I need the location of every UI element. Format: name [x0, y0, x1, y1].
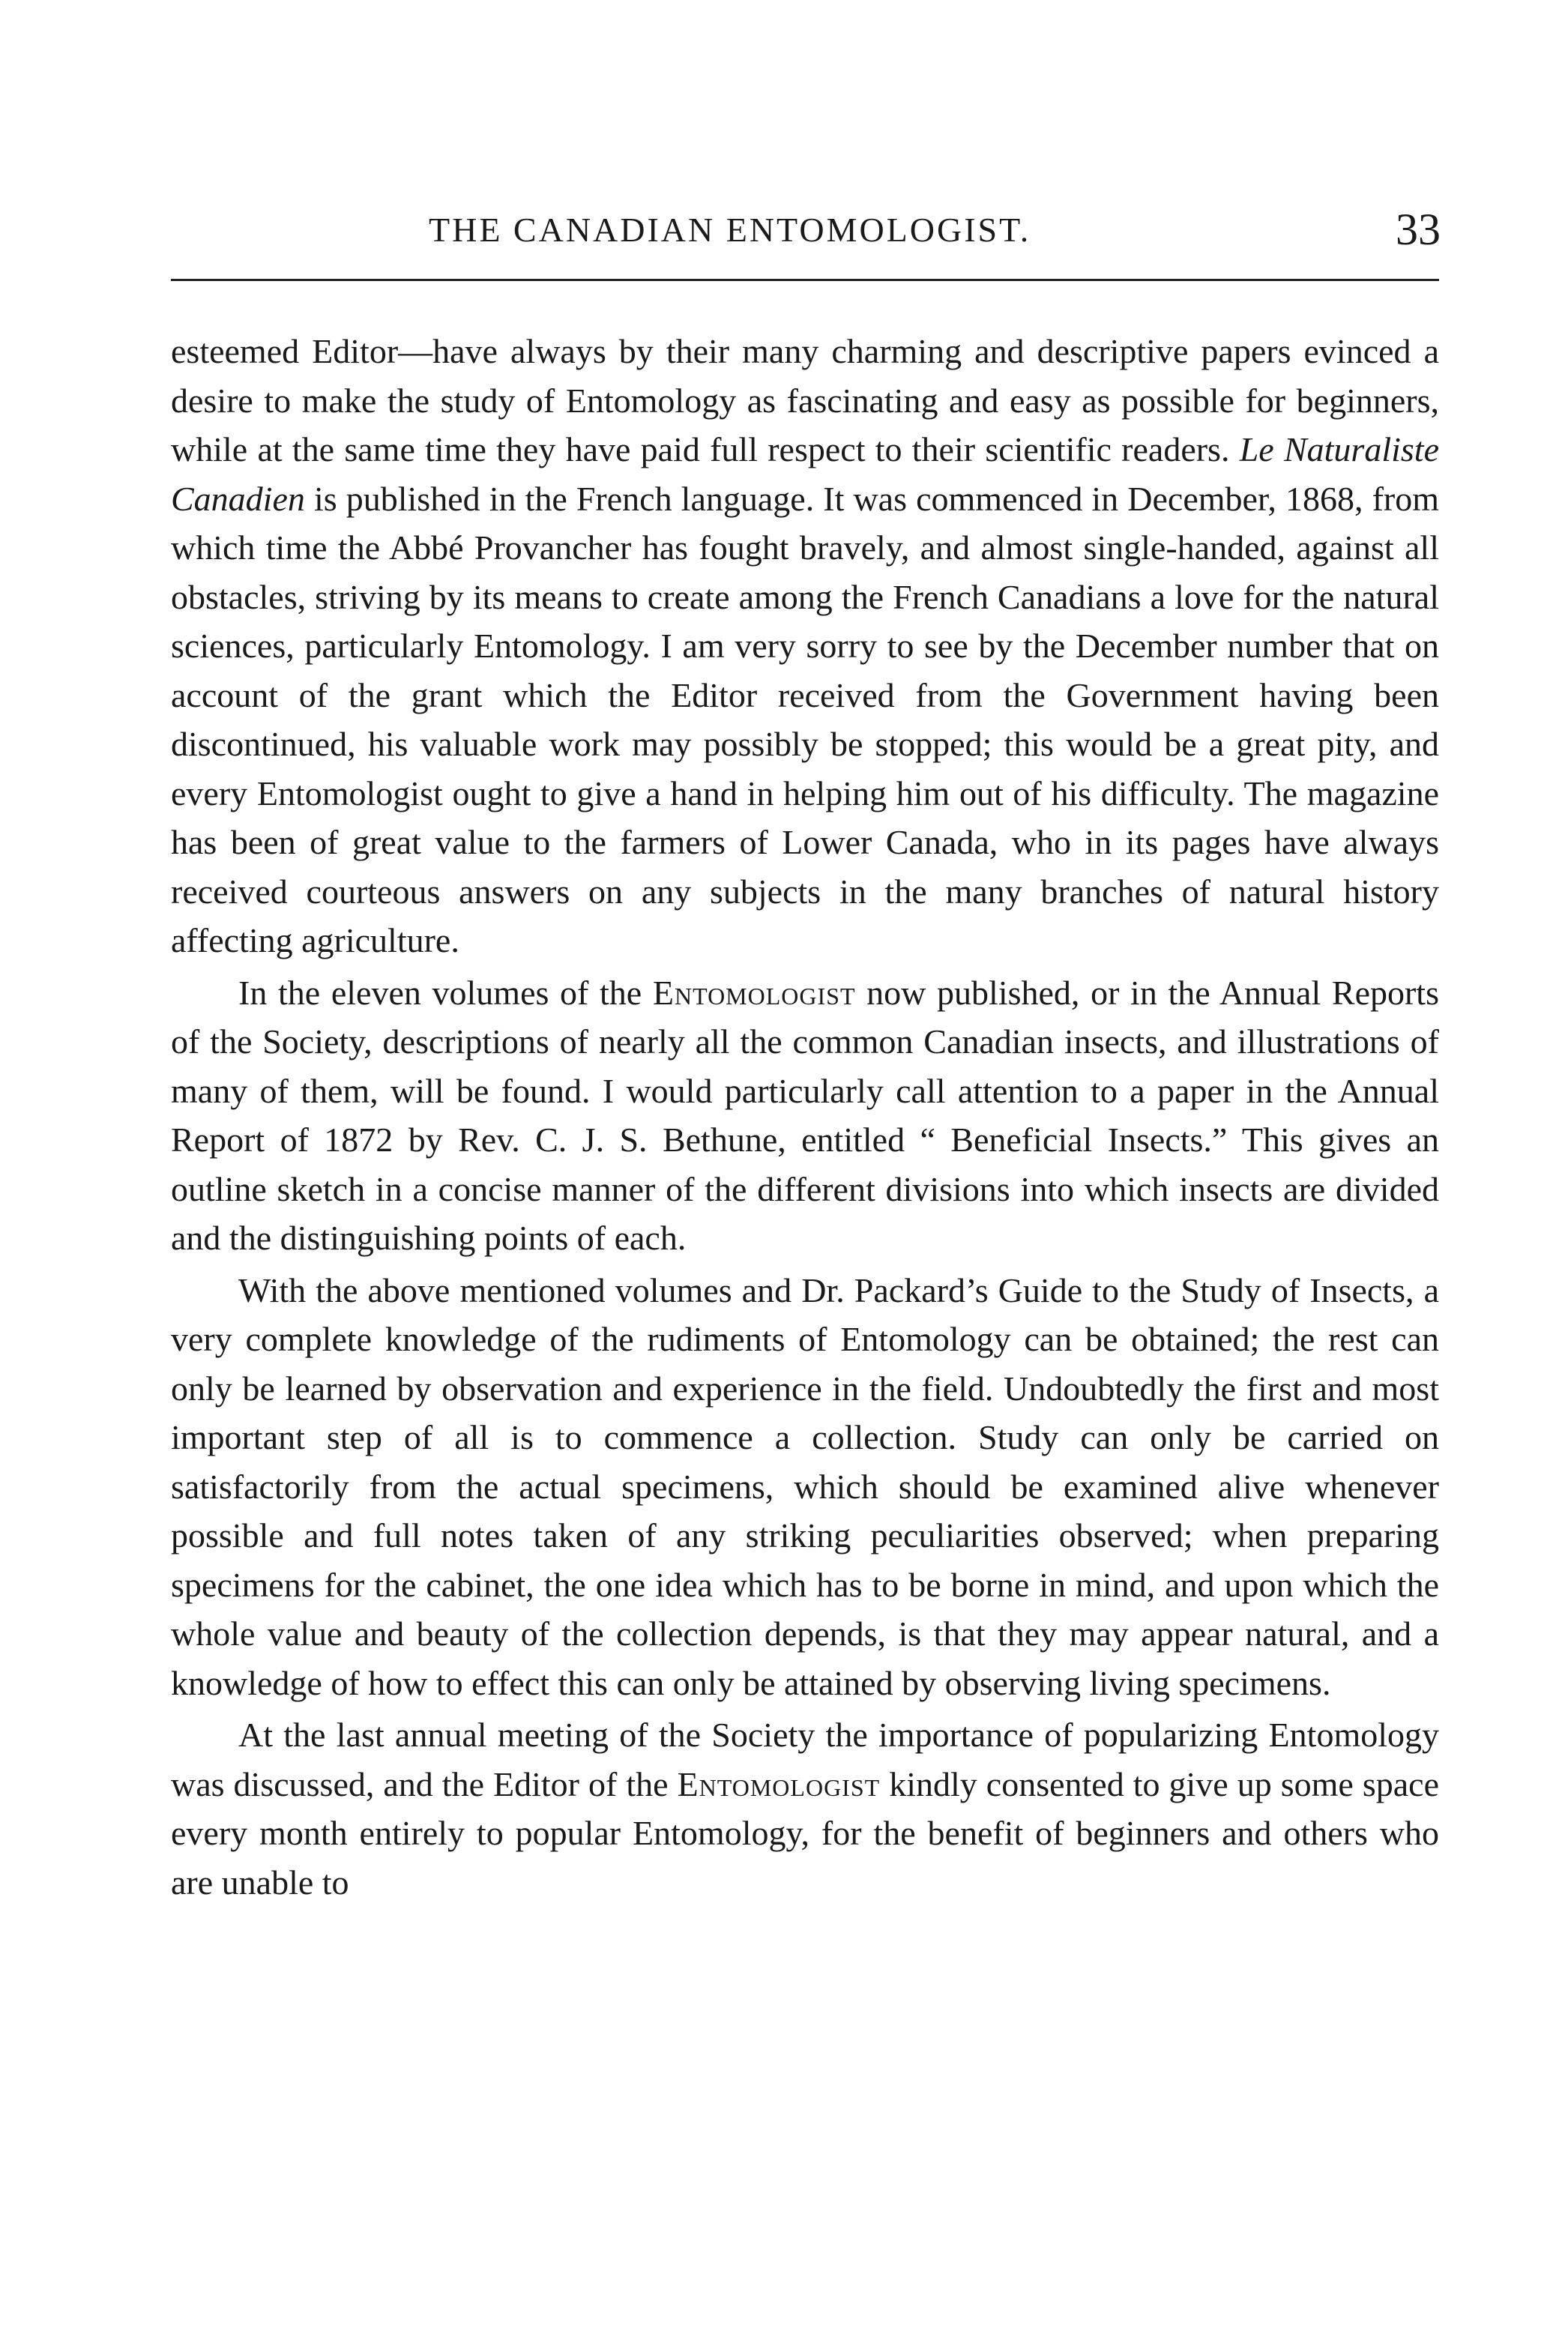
- paragraph-4-text-2: kindly consented to give up some space every month entirely to popular Entomology, for the benefit of beginners and others who are unable to: [171, 1764, 1439, 1902]
- paragraph-1: [171, 327, 1439, 965]
- article-body: [171, 327, 1439, 1907]
- paragraph-4: [171, 1710, 1439, 1907]
- running-title: THE CANADIAN ENTOMOLOGIST.: [429, 211, 1031, 249]
- paragraph-1-text-2: is published in the French language. It was commenced in December, 1868, from which time the Abbé Provancher has fought bravely, and almost single-handed, against all obstacles, striving by its means to create among the French Canadians a love for the natural sciences, particularly Entomology. I am very sorry to see by the December number that on account of the grant which the Editor received from the Government having been discontinued, his valuable work may possibly be stopped; this would be a great pity, and every Entomologist ought to give a hand in helping him out of his difficulty. The magazine has been of great value to the farmers of Lower Canada, who in its pages have always received courteous answers on any subjects in the many branches of natural history affecting agriculture.: [171, 479, 1439, 959]
- running-head: [204, 205, 1441, 262]
- paragraph-2-text-1: In the eleven volumes of the: [238, 973, 653, 1012]
- journal-title-italic: Le Naturaliste Canadien: [171, 430, 1439, 518]
- paragraph-3: [171, 1266, 1439, 1708]
- entomologist-small-caps: Entomologist: [652, 973, 856, 1012]
- paragraph-1-text-1: esteemed Editor—have always by their many charming and descriptive papers evinced a desire to make the study of Entomology as fascinating and easy as possible for beginners, while at the same time they have paid full respect to their scientific readers.: [171, 332, 1439, 468]
- paragraph-4-text-1: At the last annual meeting of the Society the importance of popularizing Entomology was discussed, and the Editor of the: [171, 1716, 1439, 1803]
- header-rule: [171, 279, 1439, 281]
- paragraph-2-text-2: now published, or in the Annual Reports of the Society, descriptions of nearly all the common Canadian insects, and illustrations of many of them, will be found. I would particularly call attention to a paper in the Annual Report of 1872 by Rev. C. J. S. Bethune, entitled “ Beneficial Insects.” This gives an outline sketch in a concise manner of the different divisions into which insects are divided and the distinguishing points of each.: [171, 973, 1439, 1257]
- page-number: 33: [1396, 205, 1441, 254]
- paragraph-3-text-1: With the above mentioned volumes and Dr. Packard’s Guide to the Study of Insects, a very complete knowledge of the rudiments of Entomology can be obtained; the rest can only be learned by observation and experience in the field. Undoubtedly the first and most important step of all is to commence a collection. Study can only be carried on satisfactorily from the actual specimens, which should be examined alive whenever possible and full notes taken of any striking peculiarities observed; when preparing specimens for the cabinet, the one idea which has to be borne in mind, and upon which the whole value and beauty of the collection depends, is that they may appear natural, and a knowledge of how to effect this can only be attained by observing living specimens.: [171, 1270, 1439, 1702]
- paragraph-2: [171, 968, 1439, 1263]
- entomologist-small-caps: Entomologist: [677, 1764, 881, 1803]
